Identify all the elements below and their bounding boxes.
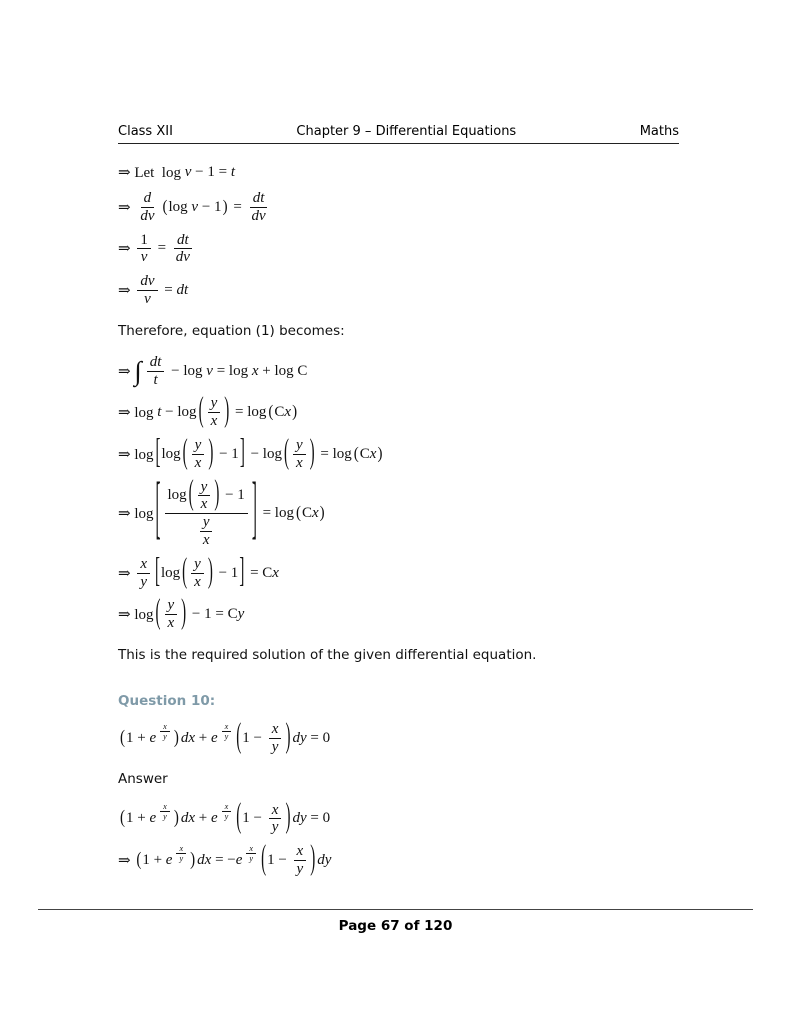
close-bracket: ): [309, 434, 315, 472]
equation-integral: ⇒ ∫ $\frac{dt}{t}$ − log v = log x + log C: [118, 353, 308, 388]
equation-x-over-y-bracket: ⇒ $\frac{x}{y}$ [ log ( $\frac{y}{x}$ ) − 1 ] = C x: [118, 553, 279, 591]
equation-log-t-minus-log: ⇒ log t − log ( $\frac{y}{x}$ ) = log ( C x ): [118, 393, 298, 430]
bracket-group: ( 1 + e $\frac{x}{y}$ ): [120, 721, 179, 748]
close-bracket: ): [222, 197, 228, 216]
fraction: $\frac{x}{y}$: [137, 556, 150, 591]
fraction: $\frac{y}{x}$: [200, 514, 213, 549]
close-bracket: ): [208, 434, 214, 472]
power-group: e $\frac{x}{y}$: [149, 809, 172, 828]
power-group: e $\frac{x}{y}$: [211, 729, 234, 748]
bracket-group: ( 1 + e $\frac{x}{y}$ ): [136, 843, 196, 871]
open-bracket: (: [162, 197, 168, 216]
open-bracket: (: [198, 393, 204, 430]
bracket-group: ( log v − 1 ): [162, 197, 228, 216]
equation-let-substitution: ⇒ Let log v − 1 = t: [118, 163, 235, 181]
equation-question-10: ( 1 + e $\frac{x}{y}$ ) dx + e $\frac{x}{y}$ ( 1 − $\frac{x}{y}$ ) dy = 0: [120, 718, 331, 756]
open-bracket: [: [155, 434, 161, 472]
fraction: $\frac{x}{y}$: [246, 844, 256, 863]
close-bracket: ]: [239, 553, 245, 591]
integral-icon: ∫: [134, 355, 142, 386]
fraction: $\frac{y}{x}$: [198, 479, 211, 514]
bracket-group: ( C x ): [353, 444, 383, 463]
close-bracket: ): [285, 799, 291, 837]
open-bracket: (: [120, 807, 125, 829]
header-chapter-title: Chapter 9 – Differential Equations: [296, 124, 517, 139]
bracket-group: [ log ( $\frac{y}{x}$ ) − 1 ]: [155, 434, 245, 472]
header-subject: Maths: [639, 124, 679, 139]
equation-derivative: ⇒ $\frac{d}{dv}$ ( log v − 1 ) = $\frac{dt}{dv}$: [118, 190, 679, 225]
exponent: [243, 844, 259, 863]
open-bracket: (: [236, 799, 242, 837]
open-bracket: (: [182, 434, 188, 472]
equation-log-big-fraction: ⇒ log [ log ( $\frac{y}{x}$ ) − 1 $\frac{y}{x}$ ] = log ( C x ): [118, 473, 325, 549]
open-bracket: (: [236, 718, 242, 756]
bracket-group: [198, 395, 231, 430]
open-bracket: (: [182, 553, 188, 591]
bracket-group: [181, 553, 214, 591]
close-bracket: ): [292, 403, 298, 422]
page-header: [118, 124, 679, 144]
power-group: e $\frac{x}{y}$: [211, 809, 234, 828]
page-body: [118, 144, 679, 878]
open-bracket: (: [295, 504, 301, 523]
exponent: [157, 802, 173, 821]
paragraph-solution: This is the required solution of the given differential equation.: [118, 646, 537, 663]
close-bracket: ): [285, 718, 291, 756]
open-bracket: [: [155, 553, 160, 591]
fraction: $\frac{y}{x}$: [191, 556, 204, 591]
bracket-group: ( 1 + e $\frac{x}{y}$ ): [120, 802, 179, 829]
bracket-group: [188, 476, 221, 514]
fraction: $\frac{x}{y}$: [222, 721, 232, 740]
exponent: [219, 802, 235, 821]
close-bracket: ): [214, 476, 220, 514]
fraction: $\frac{dt}{dv}$: [175, 231, 190, 266]
fraction: $\frac{y}{x}$: [192, 437, 205, 472]
equation-log-bracket: ⇒ log [ log ( $\frac{y}{x}$ ) − 1 ] − log ( $\frac{y}{x}$ ) = log ( C x ): [118, 434, 383, 472]
open-bracket: (: [120, 727, 125, 748]
bracket-group: [ log ( $\frac{y}{x}$ ) − 1 ]: [155, 553, 245, 591]
fraction: $\frac{x}{y}$: [160, 802, 170, 821]
fraction: $\frac{y}{x}$: [293, 437, 306, 472]
open-bracket: (: [136, 849, 142, 871]
close-bracket: ]: [239, 434, 245, 472]
fraction: $\frac{x}{y}$: [222, 802, 232, 821]
paragraph-therefore: Therefore, equation (1) becomes:: [118, 322, 345, 339]
bracket-group: ( C x ): [295, 504, 325, 523]
close-bracket: ): [224, 393, 230, 430]
footer-rule: [38, 909, 753, 910]
fraction: log ( $\frac{y}{x}$ ) − 1 $\frac{y}{x}$: [165, 479, 248, 549]
close-bracket: ): [207, 553, 213, 591]
close-bracket: ): [173, 727, 179, 748]
fraction: $\frac{x}{y}$: [176, 844, 186, 863]
close-bracket: ): [190, 849, 196, 871]
bracket-group: ( 1 − $\frac{x}{y}$ ): [261, 840, 316, 878]
open-bracket: (: [155, 595, 161, 632]
open-bracket: [: [155, 473, 161, 549]
exponent: [219, 721, 235, 740]
equation-final-solution: ⇒ log ( $\frac{y}{x}$ ) − 1 = C y: [118, 595, 245, 632]
fraction: $\frac{1}{v}$: [137, 232, 151, 267]
open-bracket: (: [353, 444, 359, 463]
equation-dv-over-v: ⇒ $\frac{dv}{v}$ = dt: [118, 273, 189, 307]
fraction: $\frac{dt}{dv}$: [251, 190, 266, 224]
open-bracket: (: [188, 476, 194, 514]
equation-answer-restated: ( 1 + e $\frac{x}{y}$ ) dx + e $\frac{x}{y}$ ( 1 − $\frac{x}{y}$ ) dy = 0: [120, 799, 331, 837]
equation-one-over-v: ⇒ $\frac{1}{v}$ = $\frac{dt}{dv}$: [118, 232, 679, 267]
open-bracket: (: [283, 434, 289, 472]
fraction: $\frac{y}{x}$: [165, 597, 178, 632]
bracket-group: [283, 434, 316, 472]
open-bracket: (: [268, 403, 274, 422]
bracket-group: ( 1 − $\frac{x}{y}$ ): [236, 799, 291, 837]
paragraph-answer: Answer: [118, 770, 168, 787]
close-bracket: ): [310, 840, 316, 878]
exponent: [173, 844, 189, 863]
close-bracket: ): [181, 595, 187, 632]
power-group: e $\frac{x}{y}$: [166, 851, 189, 870]
bracket-group: ( C x ): [268, 403, 298, 422]
fraction: $\frac{x}{y}$: [269, 802, 282, 837]
bracket-group: [155, 597, 188, 632]
close-bracket: ]: [251, 473, 257, 549]
equation-answer-rearranged: ⇒ ( 1 + e $\frac{x}{y}$ ) dx = − e $\frac{x}{y}$ ( 1 − $\frac{x}{y}$ ) dy: [118, 840, 332, 878]
bracket-group: [182, 434, 215, 472]
header-class: Class XII: [118, 124, 173, 139]
close-bracket: ): [377, 444, 383, 463]
fraction: $\frac{d}{dv}$: [140, 190, 155, 224]
open-bracket: (: [261, 840, 267, 878]
fraction: $\frac{x}{y}$: [269, 721, 282, 756]
fraction: $\frac{dt}{t}$: [147, 354, 165, 389]
close-bracket: ): [173, 807, 179, 829]
fraction: $\frac{y}{x}$: [208, 395, 221, 430]
power-group: e $\frac{x}{y}$: [149, 729, 172, 748]
fraction: $\frac{x}{y}$: [160, 721, 170, 740]
exponent: [157, 721, 173, 740]
page-footer: [38, 909, 753, 934]
question-heading: Question 10:: [118, 692, 216, 709]
close-bracket: ): [319, 504, 325, 523]
power-group: e $\frac{x}{y}$: [236, 851, 259, 870]
fraction: $\frac{x}{y}$: [294, 843, 307, 878]
bracket-group: ( 1 − $\frac{x}{y}$ ): [236, 718, 291, 756]
fraction: $\frac{dv}{v}$: [137, 273, 157, 308]
bracket-group: [155, 473, 258, 549]
page-number: Page 67 of 120: [338, 918, 453, 934]
